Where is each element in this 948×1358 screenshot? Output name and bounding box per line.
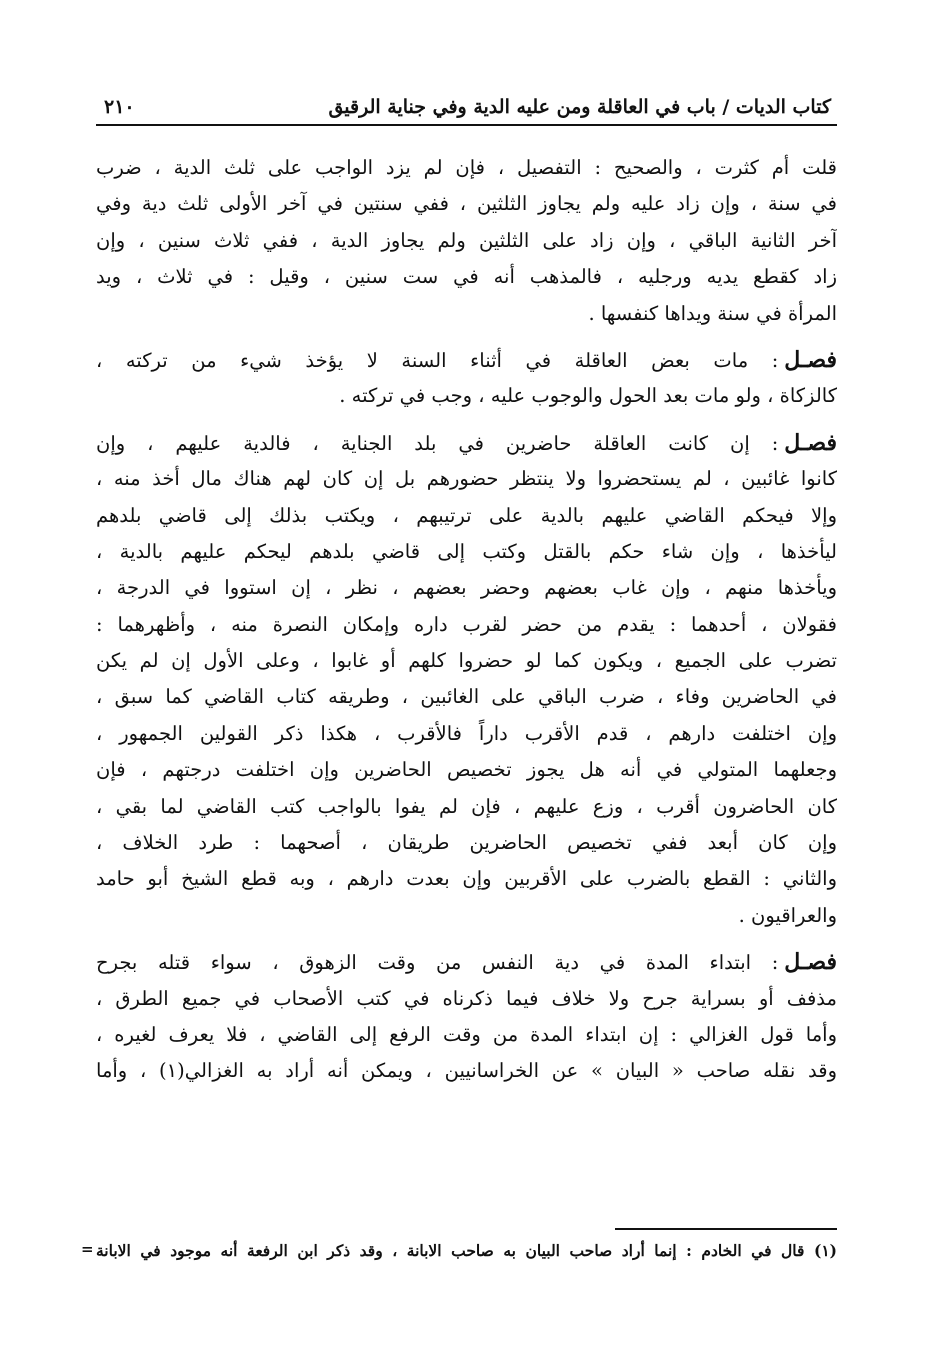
running-header [96,84,837,126]
text-line: وإن اختلفت دارهم ، قدم الأقرب داراً فالأقرب ، هكذا ذكر القولين الجمهور ، [96,721,837,745]
text-line: كانوا غائبين ، لم يستحضروا ولا ينتظر حضورهم بل إن كان لهم هناك مال أخذ منه ، [96,467,837,491]
paragraph [96,425,837,934]
text-line: والعراقيون . [738,903,837,927]
text-line: تضرب على الجميع ، ويكون كما لو حضروا كلهم أو غابوا ، وعلى الأول إن لم يكن [96,649,837,673]
text-line: آخر الثانية الباقي ، وإن زاد على الثلثين ولم يجاوز الدية ، ففي ثلاث سنين ، وإن [96,228,837,252]
section-heading: فصـل [784,949,837,976]
paragraph [96,150,837,332]
text-line-rest: : إن كانت العاقلة حاضرين في بلد الجناية ، فالدية عليهم ، وإن [96,431,779,455]
text-line: وأما قول الغزالي : إن ابتداء المدة من وقت الرفع إلى القاضي ، فلا يعرف لغيره ، [96,1022,837,1046]
text-line: المرأة في سنة ويداها كنفسها . [588,301,837,325]
text-line: والثاني : القطع بالضرب على الأقربين وإن بعدت دارهم ، وبه قطع الشيخ أبو حامد [96,867,837,891]
text-line: قلت أم كثرت ، والصحيح : التفصيل ، فإن لم يزد الواجب على ثلث الدية ، ضرب [96,156,837,179]
text-line-rest: : ابتداء المدة في دية النفس من وقت الزهوق ، سواء قتله بجرح [96,951,779,975]
text-line: وإلا فيحكم القاضي عليهم بالدية على ترتيبهم ، ويكتب بذلك إلى قاضي بلدهم [96,503,837,527]
text-line: في سنة ، وإن زاد عليه ولم يجاوز الثلثين ، ففي سنتين في آخر الأولى ثلث دية وفي [96,192,837,216]
text-line: في الحاضرين وفاء ، ضرب الباقي على الغائبين ، وطريقه كتاب القاضي كما سبق ، [96,685,837,709]
page-number: ٢١٠ [104,96,135,118]
text-line: ليأخذها ، وإن شاء حكم بالقتل وكتب إلى قاضي بلدهم ليحكم عليهم بالدية ، [96,539,837,563]
text-line: كالزكاة ، ولو مات بعد الحول والوجوب عليه ، وجب في تركته . [339,384,837,408]
footnote: (١) قال في الخادم : إنما أراد صاحب البيان به صاحب الابانة ، وقد ذكر ابن الرفعة أنه موجود في الابانة [96,1241,837,1260]
text-line: زاد كقطع يديه ورجليه ، فالمذهب أنه في ست سنين ، وقيل : في ثلاث ، ويد [96,265,837,289]
text-line: وإن كان أبعد ففي تخصيص الحاضرين طريقان ، أصحهما : طرد الخلاف ، [96,831,837,855]
footnote-continuation-mark: = [81,1240,94,1258]
paragraph [96,342,837,415]
text-line: مذفف أو بسراية جرح ولا خلاف فيما ذكرناه في كتب الأصحاب في جميع الطرق ، [96,986,837,1010]
section-heading: فصـل [784,346,837,373]
header-title: كتاب الديات / باب في العاقلة ومن عليه الدية وفي جناية الرقيق [328,96,831,118]
section-heading: فصـل [784,429,837,456]
footnote-divider [615,1228,837,1230]
text-line [96,425,837,461]
text-line: ويأخذها منهم ، وإن غاب بعضهم وحضر بعضهم ، نظر ، إن استووا في الدرجة ، [96,576,837,600]
text-line [96,342,837,378]
paragraph [96,944,837,1090]
text-line: وجعلهما المتولي في أنه هل يجوز تخصيص الحاضرين وإن اختلفت درجتهم ، فإن [96,758,837,782]
body-text [96,150,837,1100]
text-line: فقولان ، أحدهما : يقدم من حضر لقرب داره وإمكان النصرة منه ، وأظهرهما : [96,612,837,636]
text-line-rest: : مات بعض العاقلة في أثناء السنة لا يؤخذ شيء من تركته ، [96,348,779,372]
text-line: وقد نقله صاحب « البيان » عن الخراسانيين ، ويمكن أنه أراد به الغزالي(١) ، وأما [96,1059,837,1083]
text-line [96,944,837,980]
text-line: كان الحاضرون أقرب ، وزع عليهم ، فإن لم يفوا بالواجب كتب القاضي لما بقي ، [96,794,837,818]
